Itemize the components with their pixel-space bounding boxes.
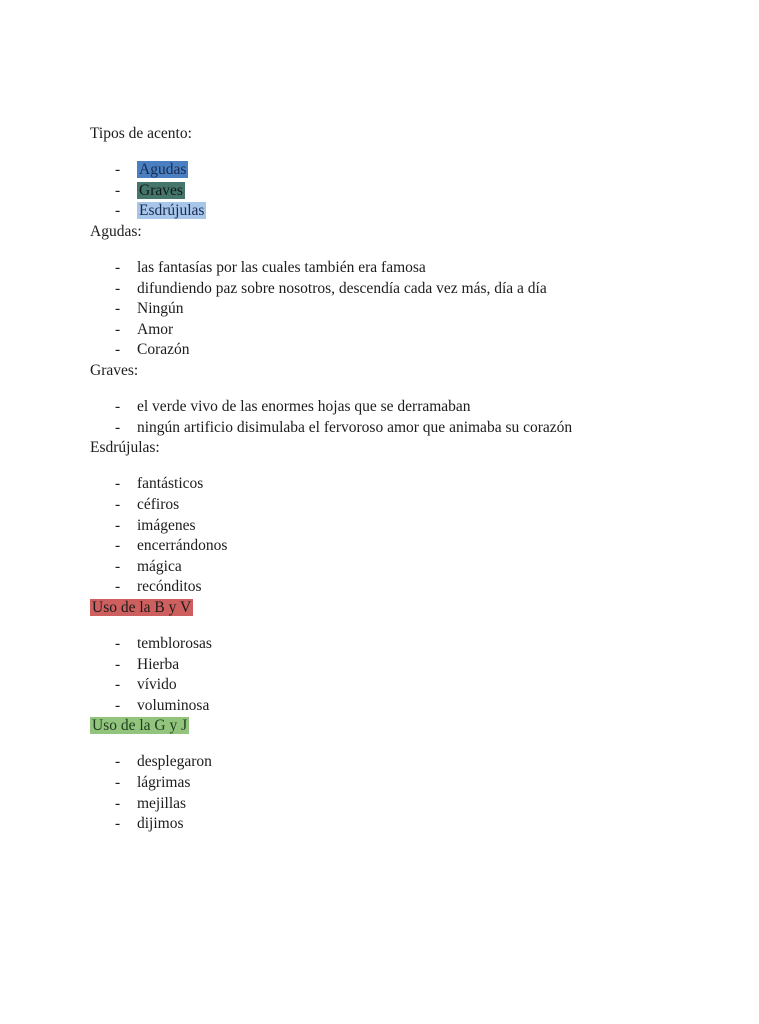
list-item-text: Corazón <box>137 341 190 359</box>
list-item <box>90 320 701 341</box>
list-item <box>90 634 701 655</box>
list-item-text: difundiendo paz sobre nosotros, descendía cada vez más, día a día <box>137 279 547 297</box>
list-item <box>90 814 701 835</box>
list-item-text: encerrándonos <box>137 537 228 555</box>
list-item <box>90 258 701 279</box>
list-item <box>90 279 701 300</box>
list-item-text: voluminosa <box>137 696 210 714</box>
list-item-text: céfiros <box>137 495 180 513</box>
list-uso-g-j <box>90 752 701 834</box>
list-item <box>90 201 701 222</box>
list-item-text: ningún artificio disimulaba el fervoroso amor que animaba su corazón <box>137 418 573 436</box>
heading-uso-b-v <box>90 598 701 619</box>
list-item <box>90 495 701 516</box>
heading-graves: Graves: <box>90 361 139 379</box>
list-item-text: desplegaron <box>137 753 212 771</box>
list-item-text: dijimos <box>137 815 184 833</box>
list-item-text: mejillas <box>137 794 187 812</box>
highlight-uso-b-v: Uso de la B y V <box>92 598 192 616</box>
list-item <box>90 696 701 717</box>
list-item <box>90 474 701 495</box>
list-item-text: temblorosas <box>137 634 212 652</box>
list-item-text: mágica <box>137 557 182 575</box>
list-item-text: vívido <box>137 676 177 694</box>
list-item <box>90 299 701 320</box>
list-graves <box>90 397 701 438</box>
list-item <box>90 516 701 537</box>
list-item <box>90 181 701 202</box>
highlight-esdrujulas: Esdrújulas <box>139 202 205 220</box>
heading-uso-g-j <box>90 716 701 737</box>
list-item-text: Hierba <box>137 655 180 673</box>
highlight-uso-g-j: Uso de la G y J <box>92 717 188 735</box>
list-accent-types <box>90 160 701 222</box>
list-item-text: lágrimas <box>137 774 191 792</box>
list-uso-b-v <box>90 634 701 716</box>
list-item <box>90 536 701 557</box>
list-item <box>90 397 701 418</box>
list-esdrujulas <box>90 474 701 598</box>
highlight-graves: Graves <box>139 181 183 199</box>
heading-agudas: Agudas: <box>90 222 142 240</box>
list-item-text: Ningún <box>137 300 184 318</box>
list-item <box>90 655 701 676</box>
list-item-text: las fantasías por las cuales también era famosa <box>137 258 426 276</box>
list-item <box>90 340 701 361</box>
list-item <box>90 577 701 598</box>
heading-esdrujulas: Esdrújulas: <box>90 439 160 457</box>
list-item-text: imágenes <box>137 516 196 534</box>
list-item <box>90 773 701 794</box>
list-item-text: fantásticos <box>137 475 204 493</box>
list-item-text: Amor <box>137 320 174 338</box>
list-item <box>90 794 701 815</box>
list-item <box>90 418 701 439</box>
highlight-agudas: Agudas <box>139 161 187 179</box>
list-item <box>90 752 701 773</box>
paragraph-tipos-de-acento: Tipos de acento: <box>90 125 192 142</box>
list-agudas <box>90 258 701 361</box>
list-item <box>90 160 701 181</box>
list-item-text: el verde vivo de las enormes hojas que se derramaban <box>137 398 471 416</box>
list-item-text: recónditos <box>137 578 202 596</box>
list-item <box>90 675 701 696</box>
list-item <box>90 557 701 578</box>
